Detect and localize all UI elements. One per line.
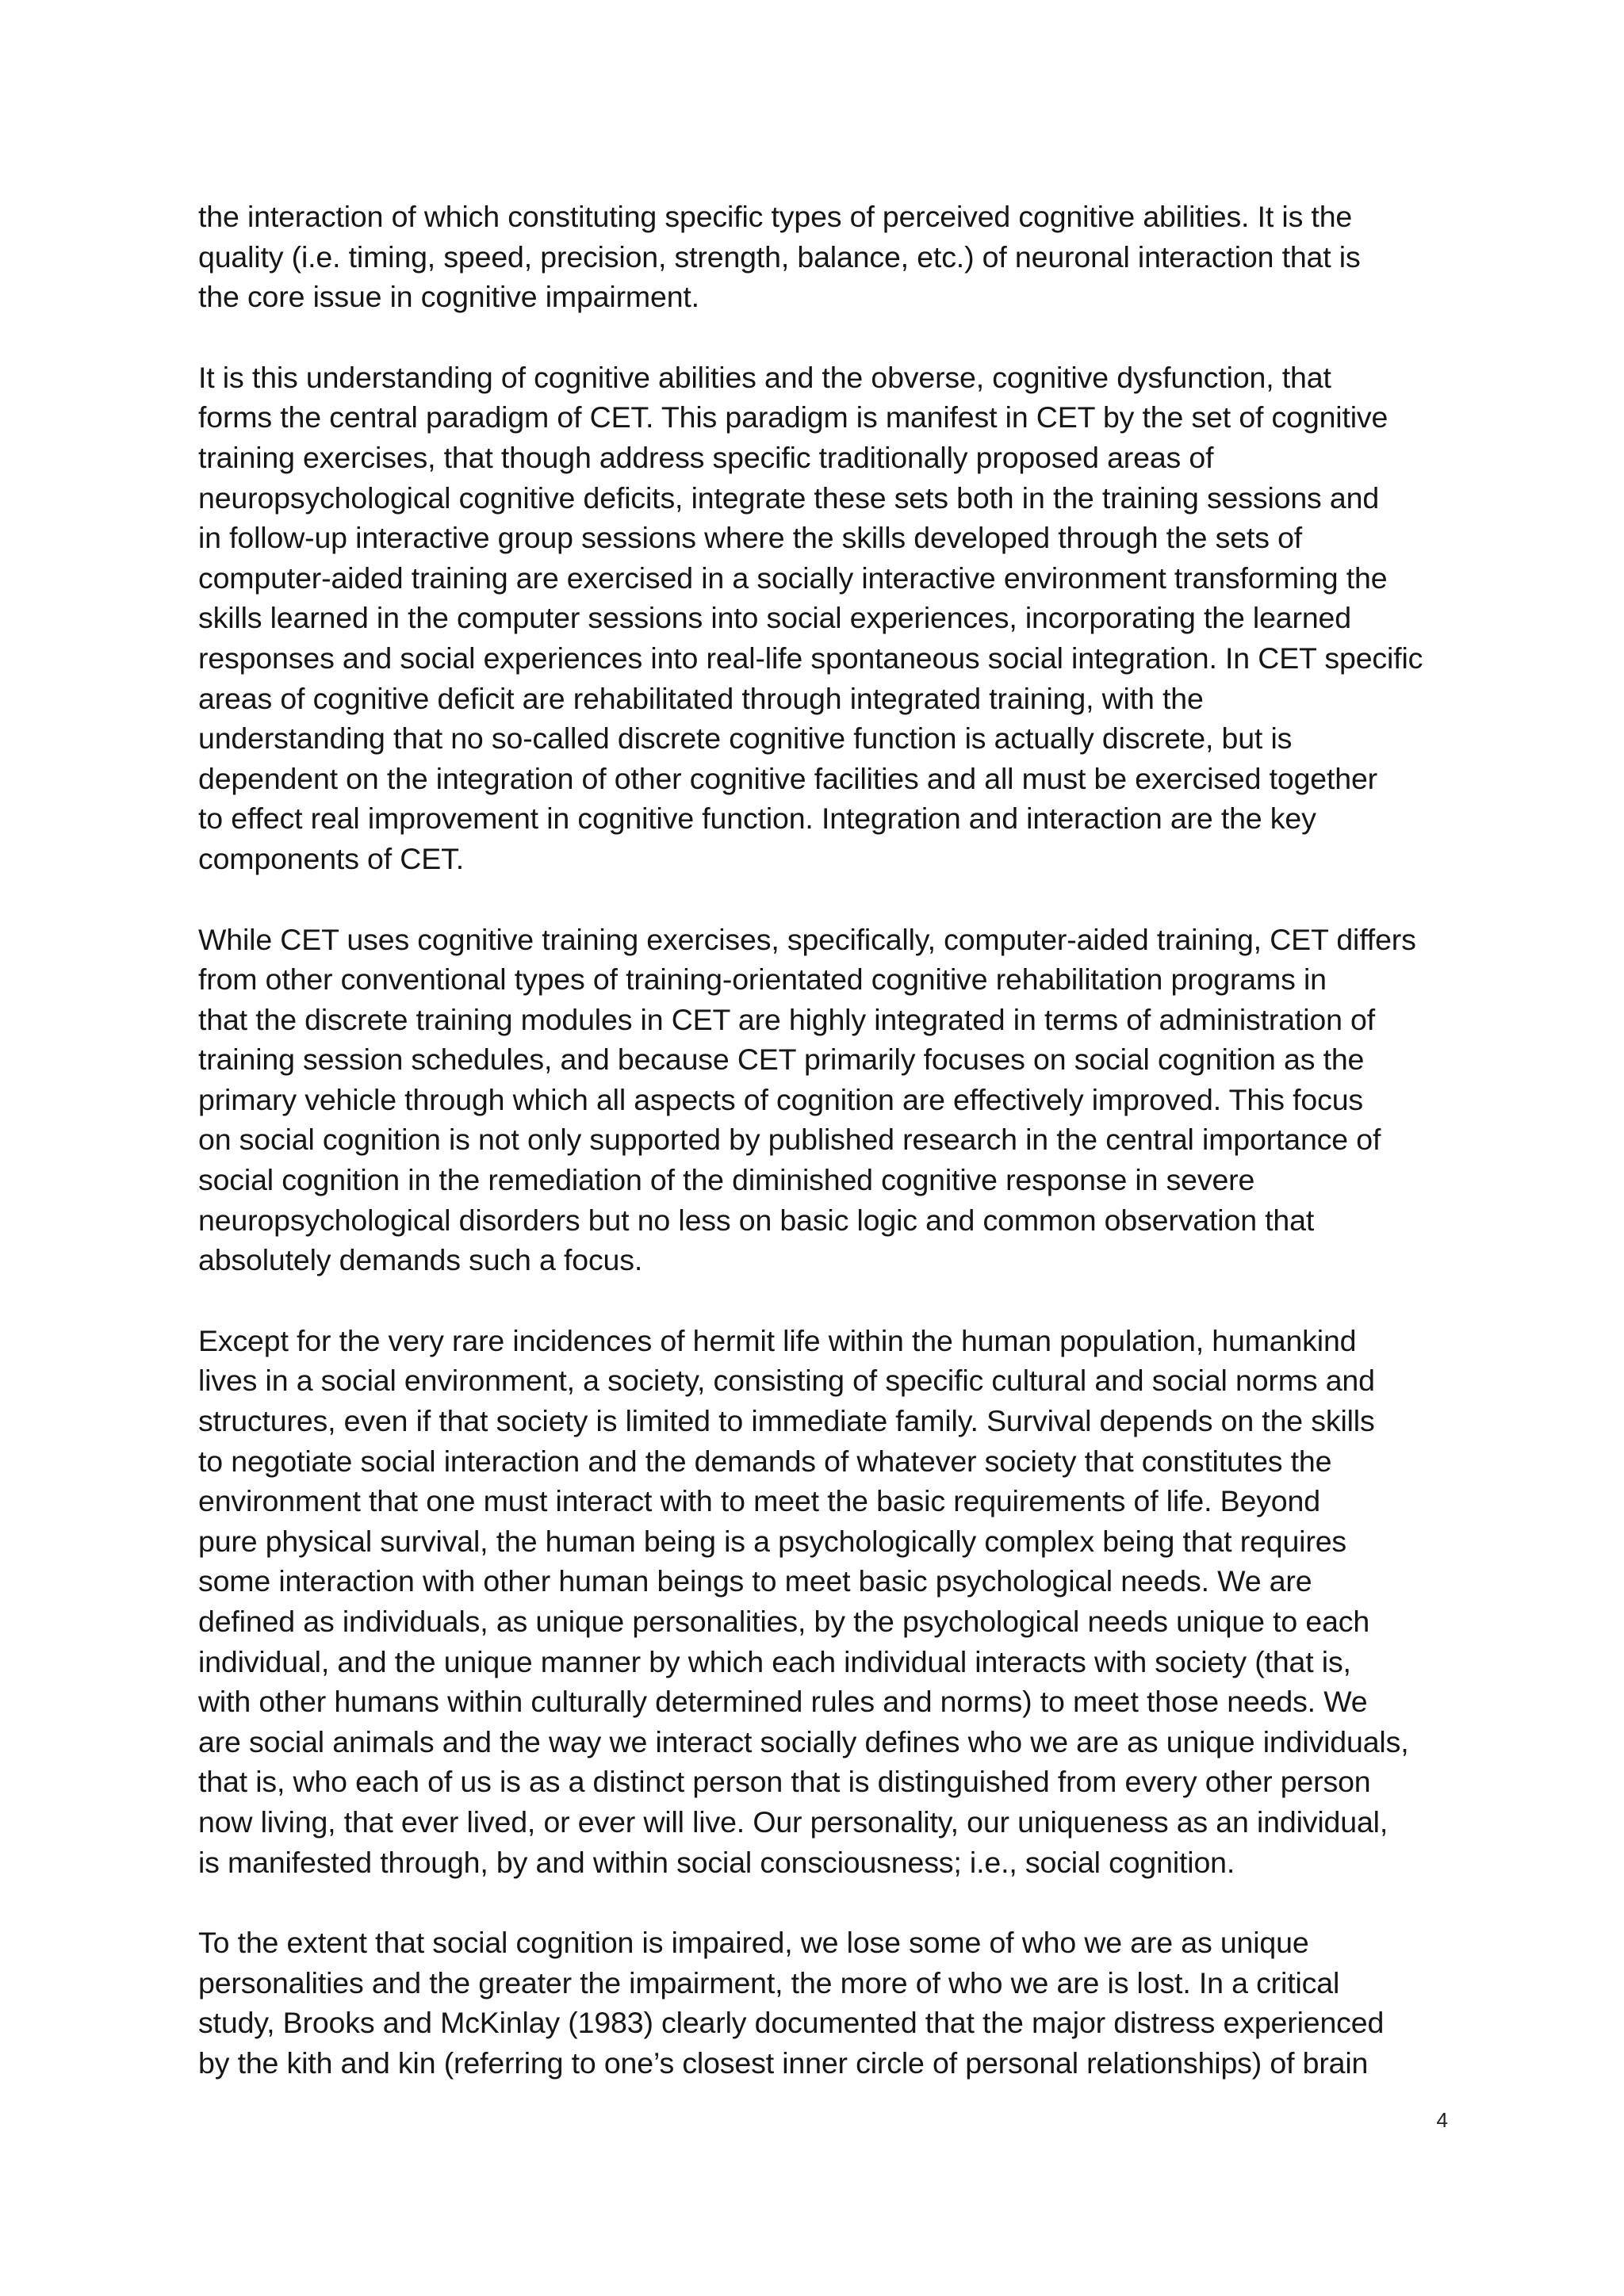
text-line: training exercises, that though address specific traditionally proposed areas of — [198, 440, 1214, 474]
text-line: While CET uses cognitive training exercises, specifically, computer-aided training, CET differs — [198, 922, 1416, 956]
text-line: the interaction of which constituting specific types of perceived cognitive abilities. It is the — [198, 200, 1353, 233]
text-line: now living, that ever lived, or ever will live. Our personality, our uniqueness as an individual, — [198, 1804, 1388, 1839]
text-line: understanding that no so-called discrete cognitive function is actually discrete, but is — [198, 721, 1293, 756]
text-line: skills learned in the computer sessions into social experiences, incorporating the learned — [198, 601, 1351, 635]
text-line: from other conventional types of training-orientated cognitive rehabilitation programs in — [198, 962, 1327, 997]
text-line: neuropsychological disorders but no less on basic logic and common observation that — [198, 1203, 1315, 1237]
text-line: is manifested through, by and within social consciousness; i.e., social cognition. — [198, 1845, 1235, 1879]
text-line: in follow-up interactive group sessions where the skills developed through the sets of — [198, 521, 1303, 555]
text-line: that the discrete training modules in CET are highly integrated in terms of administration of — [198, 1002, 1376, 1036]
text-line: primary vehicle through which all aspects of cognition are effectively improved. This focus — [198, 1082, 1364, 1116]
text-line: structures, even if that society is limited to immediate family. Survival depends on the skills — [198, 1404, 1375, 1438]
text-line: lives in a social environment, a society, consisting of specific cultural and social norms and — [198, 1364, 1375, 1398]
text-line: areas of cognitive deficit are rehabilitated through integrated training, with the — [198, 681, 1204, 715]
text-line: forms the central paradigm of CET. This paradigm is manifest in CET by the set of cognitive — [198, 400, 1388, 434]
text-line: pure physical survival, the human being is a psychologically complex being that requires — [198, 1524, 1347, 1558]
text-line: that is, who each of us is as a distinct person that is distinguished from every other person — [198, 1765, 1371, 1799]
page-number: 4 — [1436, 2108, 1448, 2132]
text-line: individual, and the unique manner by which each individual interacts with society (that is, — [198, 1644, 1351, 1678]
text-line: by the kith and kin (referring to one’s closest inner circle of personal relationships) of brain — [198, 2045, 1369, 2080]
text-line: social cognition in the remediation of the diminished cognitive response in severe — [198, 1163, 1255, 1197]
text-line: neuropsychological cognitive deficits, integrate these sets both in the training sessions and — [198, 480, 1380, 515]
text-line: components of CET. — [198, 841, 464, 875]
text-line: Except for the very rare incidences of hermit life within the human population, humankind — [198, 1323, 1357, 1357]
text-line: to negotiate social interaction and the demands of whatever society that constitutes the — [198, 1444, 1332, 1478]
text-line: To the extent that social cognition is impaired, we lose some of who we are as unique — [198, 1926, 1309, 1960]
paragraph — [198, 1923, 1443, 2083]
text-line: It is this understanding of cognitive abilities and the obverse, cognitive dysfunction, that — [198, 360, 1331, 394]
text-line: defined as individuals, as unique personalities, by the psychological needs unique to each — [198, 1605, 1370, 1638]
text-line: to effect real improvement in cognitive function. Integration and interaction are the key — [198, 802, 1316, 836]
text-line: personalities and the greater the impairment, the more of who we are is lost. In a critical — [198, 1965, 1340, 1999]
text-line: training session schedules, and because CET primarily focuses on social cognition as the — [198, 1043, 1365, 1077]
paragraph — [198, 1321, 1443, 1882]
text-line: dependent on the integration of other cognitive facilities and all must be exercised together — [198, 761, 1378, 795]
paragraph — [198, 197, 1443, 317]
text-line: absolutely demands such a focus. — [198, 1243, 643, 1277]
text-line: quality (i.e. timing, speed, precision, strength, balance, etc.) of neuronal interaction that is — [198, 239, 1361, 274]
text-line: are social animals and the way we interact socially defines who we are as unique individuals, — [198, 1724, 1409, 1758]
text-line: environment that one must interact with to meet the basic requirements of life. Beyond — [198, 1484, 1320, 1518]
document-body — [198, 197, 1443, 2124]
text-line: some interaction with other human beings to meet basic psychological needs. We are — [198, 1564, 1312, 1598]
text-line: computer-aided training are exercised in a socially interactive environment transforming the — [198, 561, 1388, 595]
paragraph — [198, 358, 1443, 879]
text-line: responses and social experiences into real-life spontaneous social integration. In CET specific — [198, 641, 1423, 675]
text-line: with other humans within culturally determined rules and norms) to meet those needs. We — [198, 1685, 1368, 1719]
text-line: the core issue in cognitive impairment. — [198, 280, 699, 314]
text-line: on social cognition is not only supported by published research in the central importance of — [198, 1123, 1381, 1157]
paragraph — [198, 920, 1443, 1280]
text-line: study, Brooks and McKinlay (1983) clearly documented that the major distress experienced — [198, 2006, 1385, 2040]
